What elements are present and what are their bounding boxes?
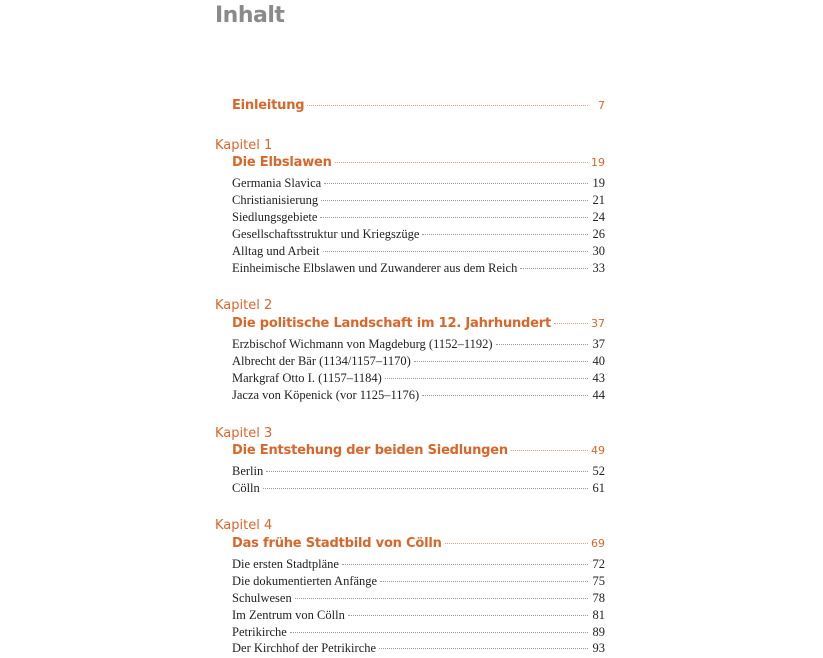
entry-page: 93 bbox=[592, 641, 605, 655]
dot-leader bbox=[520, 268, 588, 269]
dot-leader bbox=[445, 543, 588, 544]
entry-page: 21 bbox=[592, 193, 605, 207]
chapter-4-label: Kapitel 4 bbox=[215, 518, 273, 533]
entry-title: Die dokumentierten Anfänge bbox=[232, 574, 378, 588]
toc-entry[interactable] bbox=[232, 354, 605, 369]
chapter-1-label: Kapitel 1 bbox=[215, 138, 273, 153]
entry-page: 37 bbox=[592, 337, 605, 351]
entry-title: Die ersten Stadtpläne bbox=[232, 557, 339, 571]
toc-entry[interactable] bbox=[232, 388, 605, 403]
chapter-1-heading[interactable] bbox=[232, 155, 605, 170]
chapter-3-heading[interactable] bbox=[232, 443, 605, 458]
toc-entry[interactable] bbox=[232, 244, 605, 259]
dot-leader bbox=[496, 344, 588, 345]
toc-entry[interactable] bbox=[232, 557, 605, 572]
dot-leader bbox=[320, 217, 588, 218]
entry-page: 61 bbox=[592, 481, 605, 495]
entry-page: 72 bbox=[592, 557, 605, 571]
entry-title: Christianisierung bbox=[232, 193, 319, 207]
entry-page: 81 bbox=[592, 608, 605, 622]
dot-leader bbox=[379, 648, 588, 649]
entry-title: Alltag und Arbeit bbox=[232, 244, 320, 258]
entry-title: Schulwesen bbox=[232, 591, 292, 605]
toc-entry[interactable] bbox=[232, 481, 605, 496]
toc-entry[interactable] bbox=[232, 261, 605, 276]
chapter-4-heading[interactable] bbox=[232, 536, 605, 551]
chapter-page: 37 bbox=[591, 317, 605, 330]
entry-page: 30 bbox=[592, 244, 605, 258]
entry-title: Albrecht der Bär (1134/1157–1170) bbox=[232, 354, 411, 368]
dot-leader bbox=[385, 378, 588, 379]
dot-leader bbox=[348, 615, 588, 616]
entry-page: 44 bbox=[592, 388, 605, 402]
chapter-page: 19 bbox=[591, 156, 605, 169]
entry-title: Petrikirche bbox=[232, 625, 287, 639]
chapter-title: Die Entstehung der beiden Siedlungen bbox=[232, 443, 508, 458]
dot-leader bbox=[307, 105, 588, 106]
dot-leader bbox=[295, 598, 588, 599]
entry-title: Siedlungsgebiete bbox=[232, 210, 318, 224]
entry-page: 33 bbox=[592, 261, 605, 275]
chapter-3-label: Kapitel 3 bbox=[215, 426, 273, 441]
entry-page: 26 bbox=[592, 227, 605, 241]
toc-entry[interactable] bbox=[232, 371, 605, 386]
dot-leader bbox=[290, 632, 588, 633]
toc-entry[interactable] bbox=[232, 227, 605, 242]
entry-title: Germania Slavica bbox=[232, 176, 322, 190]
dot-leader bbox=[554, 323, 588, 324]
toc-entry[interactable] bbox=[232, 608, 605, 623]
chapter-title: Das frühe Stadtbild von Cölln bbox=[232, 536, 442, 551]
entry-title: Einheimische Elbslawen und Zuwanderer aus dem Reich bbox=[232, 261, 518, 275]
entry-title: Im Zentrum von Cölln bbox=[232, 608, 345, 622]
chapter-2-heading[interactable] bbox=[232, 316, 605, 331]
entry-page: 43 bbox=[592, 371, 605, 385]
chapter-page: 69 bbox=[591, 537, 605, 550]
toc-entry[interactable] bbox=[232, 464, 605, 479]
toc-entry[interactable] bbox=[232, 337, 605, 352]
dot-leader bbox=[266, 471, 588, 472]
entry-page: 52 bbox=[592, 464, 605, 478]
entry-title: Markgraf Otto I. (1157–1184) bbox=[232, 371, 382, 385]
toc-intro[interactable] bbox=[232, 98, 605, 113]
chapter-2-label: Kapitel 2 bbox=[215, 298, 273, 313]
entry-title: Der Kirchhof der Petrikirche bbox=[232, 641, 377, 655]
chapter-title: Die politische Landschaft im 12. Jahrhundert bbox=[232, 316, 552, 331]
dot-leader bbox=[323, 251, 589, 252]
toc-intro-title: Einleitung bbox=[232, 98, 305, 113]
dot-leader bbox=[324, 183, 588, 184]
toc-entry[interactable] bbox=[232, 176, 605, 191]
entry-title: Cölln bbox=[232, 481, 260, 495]
toc-intro-page: 7 bbox=[598, 99, 605, 112]
entry-title: Gesellschaftsstruktur und Kriegszüge bbox=[232, 227, 420, 241]
entry-page: 40 bbox=[592, 354, 605, 368]
page-title: Inhalt bbox=[215, 3, 285, 28]
entry-title: Berlin bbox=[232, 464, 264, 478]
dot-leader bbox=[422, 234, 588, 235]
entry-page: 75 bbox=[592, 574, 605, 588]
toc-entry[interactable] bbox=[232, 574, 605, 589]
chapter-page: 49 bbox=[591, 444, 605, 457]
toc-entry[interactable] bbox=[232, 641, 605, 656]
entry-page: 89 bbox=[592, 625, 605, 639]
toc-entry[interactable] bbox=[232, 210, 605, 225]
dot-leader bbox=[342, 564, 588, 565]
dot-leader bbox=[414, 361, 588, 362]
dot-leader bbox=[335, 162, 588, 163]
toc-entry[interactable] bbox=[232, 591, 605, 606]
dot-leader bbox=[511, 450, 588, 451]
dot-leader bbox=[380, 581, 588, 582]
dot-leader bbox=[422, 395, 588, 396]
entry-title: Erzbischof Wichmann von Magdeburg (1152–1192) bbox=[232, 337, 493, 351]
toc-entry[interactable] bbox=[232, 193, 605, 208]
chapter-title: Die Elbslawen bbox=[232, 155, 332, 170]
toc-entry[interactable] bbox=[232, 625, 605, 640]
entry-page: 24 bbox=[592, 210, 605, 224]
entry-page: 78 bbox=[592, 591, 605, 605]
entry-page: 19 bbox=[592, 176, 605, 190]
dot-leader bbox=[321, 200, 588, 201]
entry-title: Jacza von Köpenick (vor 1125–1176) bbox=[232, 388, 420, 402]
dot-leader bbox=[263, 488, 588, 489]
